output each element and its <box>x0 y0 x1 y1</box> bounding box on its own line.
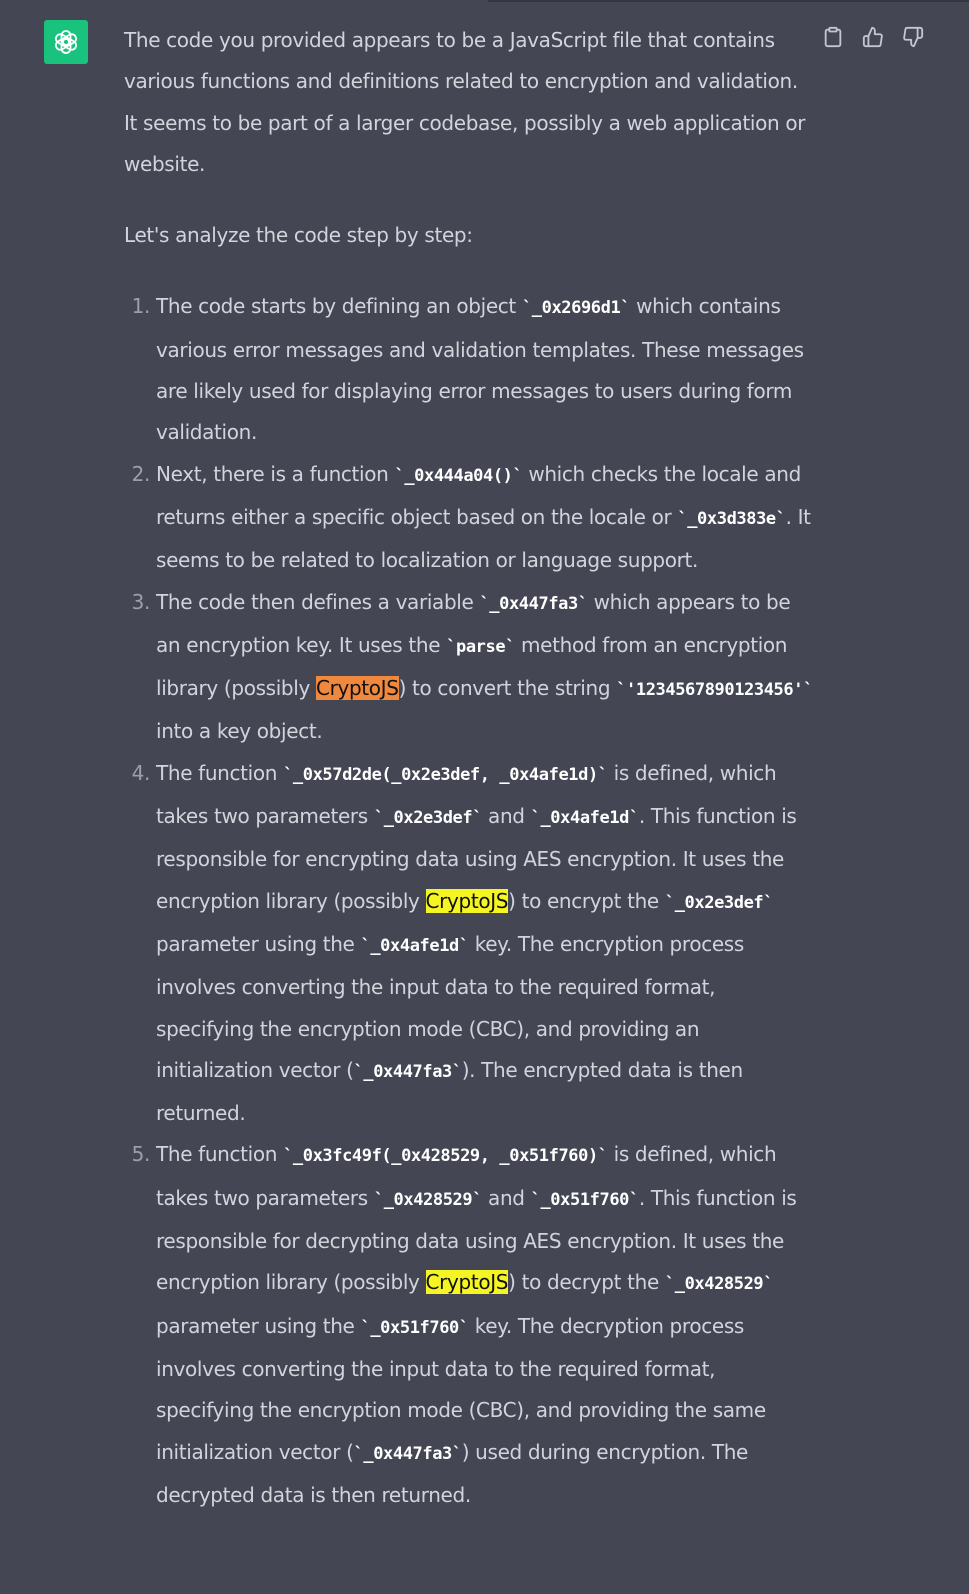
inline-code: `_0x3fc49f(_0x428529, _0x51f760)` <box>283 1146 608 1167</box>
top-divider <box>488 0 969 2</box>
item-text: into a key object. <box>156 719 323 744</box>
item-text: is defined, which takes two parameters <box>156 760 777 829</box>
lead-paragraph: Let's analyze the code step by step: <box>124 223 473 248</box>
thumbs-down-icon <box>902 26 924 48</box>
openai-logo-icon <box>51 27 81 57</box>
inline-code: `_0x3d383e` <box>677 508 786 529</box>
item-text: parameter using the <box>156 1313 361 1338</box>
item-text: is defined, which takes two parameters <box>156 1142 777 1210</box>
search-highlight: CryptoJS <box>425 1270 509 1295</box>
inline-code: `_0x57d2de(_0x2e3def, _0x4afe1d)` <box>283 764 608 785</box>
thumbs-down-button[interactable] <box>900 24 926 50</box>
assistant-avatar <box>44 20 88 64</box>
inline-code: `_0x444a04()` <box>394 465 523 486</box>
inline-code: `_0x447fa3` <box>353 1443 462 1464</box>
item-text: key. The decryption process involves converting the input data to the required format, specifying the encryption mode (CBC), and providing the same initialization vector ( <box>156 1313 766 1464</box>
message-actions <box>820 24 926 50</box>
item-text: ) to convert the string <box>398 676 617 701</box>
list-item <box>156 454 814 582</box>
inline-code: `_0x2e3def` <box>373 808 483 829</box>
list-item <box>156 286 814 453</box>
list-item <box>156 1134 814 1516</box>
inline-code: `_0x4afe1d` <box>530 808 639 829</box>
item-text: . It seems to be related to localization or language support. <box>156 504 811 573</box>
copy-button[interactable] <box>820 24 846 50</box>
thumbs-up-button[interactable] <box>860 24 886 50</box>
item-text: which checks the locale and returns either a specific object based on the locale or <box>156 461 801 529</box>
inline-code: `_0x428529` <box>373 1189 483 1210</box>
item-text: which appears to be an encryption key. It uses the <box>156 589 791 657</box>
inline-code: `_0x447fa3` <box>353 1061 462 1082</box>
item-text: which contains various error messages and validation templates. These messages are likely used for displaying error messages to users during form validation. <box>156 294 804 445</box>
item-text: The code then defines a variable <box>156 589 480 614</box>
item-text: Next, there is a function <box>156 461 395 486</box>
item-text: ) to decrypt the <box>508 1270 665 1295</box>
inline-code: `_0x447fa3` <box>479 593 588 614</box>
thumbs-up-icon <box>862 26 884 48</box>
inline-code: `_0x2e3def` <box>664 892 774 913</box>
search-highlight: CryptoJS <box>425 888 509 913</box>
item-text: and <box>482 804 531 829</box>
item-text: The code starts by defining an object <box>156 294 522 319</box>
search-highlight-current: CryptoJS <box>315 676 399 701</box>
item-text: The function <box>156 1142 284 1167</box>
inline-code: `_0x51f760` <box>360 1317 469 1338</box>
inline-code: `_0x428529` <box>664 1274 774 1295</box>
list-item <box>156 582 814 753</box>
item-text: and <box>482 1185 531 1210</box>
inline-code: `parse` <box>446 636 516 657</box>
analysis-list <box>124 286 814 1516</box>
assistant-message <box>124 20 814 1516</box>
item-text: ) used during encryption. The decrypted data is then returned. <box>156 1439 749 1507</box>
item-text: method from an encryption library (possibly <box>156 632 788 701</box>
list-item <box>156 753 814 1135</box>
item-text: ). The encrypted data is then returned. <box>156 1057 743 1126</box>
inline-code: `_0x2696d1` <box>521 298 631 319</box>
item-text: ) to encrypt the <box>508 888 665 913</box>
item-text: parameter using the <box>156 931 361 956</box>
inline-code: `_0x51f760` <box>530 1189 639 1210</box>
clipboard-icon <box>822 26 844 48</box>
inline-code: `'1234567890123456'` <box>616 680 813 701</box>
item-text: key. The encryption process involves converting the input data to the required format, specifying the encryption mode (CBC), and providing an initialization vector ( <box>156 931 744 1082</box>
item-text: . This function is responsible for decrypting data using AES encryption. It uses the encryption library (possibly <box>156 1185 797 1295</box>
inline-code: `_0x4afe1d` <box>360 935 469 956</box>
item-text: . This function is responsible for encrypting data using AES encryption. It uses the encryption library (possibly <box>156 804 797 913</box>
item-text: The function <box>156 760 284 785</box>
intro-paragraph: The code you provided appears to be a JavaScript file that contains various functions and definitions related to encryption and validation. It seems to be part of a larger codebase, possibly a web application or website. <box>124 28 806 176</box>
